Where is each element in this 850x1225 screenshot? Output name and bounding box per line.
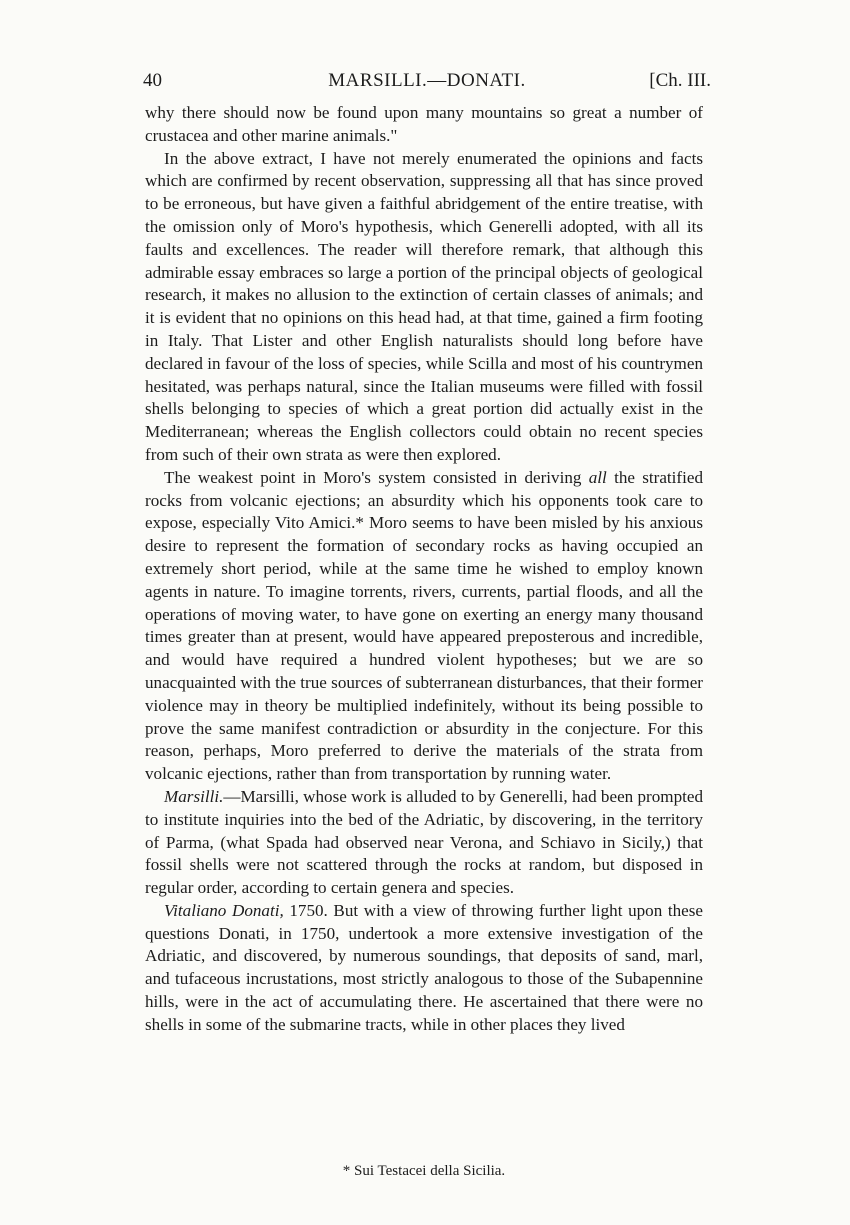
page-number: 40 bbox=[143, 70, 162, 91]
paragraph-marsilli: Marsilli.—Marsilli, whose work is alluded to by Generelli, had been prompted to institute inquiries into the bed of the Adriatic, by discovering, in the territory of Parma, (what Spada had observed near Verona, and Schiavo in Sicily,) that fossil shells were not scattered through the rocks at random, but disposed in regular order, according to certain genera and species. bbox=[145, 786, 703, 898]
paragraph-continuation: why there should now be found upon many mountains so great a number of crustacea and other marine animals." bbox=[145, 103, 703, 145]
body-text bbox=[145, 102, 703, 1037]
paragraph-donati: Vitaliano Donati, 1750. But with a view of throwing further light upon these questions Donati, in 1750, undertook a more extensive investigation of the Adriatic, and discovered, by numerous soundings, that deposits of sand, marl, and tufaceous incrustations, most strictly analogous to those of the Subapennine hills, were in the act of accumulating there. He ascertained that there were no shells in some of the submarine tracts, while in other places they lived bbox=[145, 900, 703, 1034]
running-header bbox=[143, 70, 711, 96]
emphasis-all: all bbox=[588, 467, 607, 487]
running-title: MARSILLI.—DONATI. bbox=[328, 70, 526, 91]
paragraph-extract-summary: In the above extract, I have not merely enumerated the opinions and facts which are confirmed by recent observation, suppressing all that has since proved to be erroneous, but have given a faithful abridgement of the entire treatise, with the omission only of Moro's hypothesis, which Generelli adopted, with all its faults and excellences. The reader will therefore remark, that although this admirable essay embraces so large a portion of the principal objects of geological research, it makes no allusion to the extinction of certain classes of animals; and it is evident that no opinions on this head had, at that time, gained a firm footing in Italy. That Lister and other English naturalists should long before have declared in favour of the loss of species, while Scilla and most of his countrymen hesitated, was perhaps natural, since the Italian museums were filled with fossil shells belonging to species of which a great portion did actually exist in the Mediterranean; whereas the English collectors could obtain no recent species from such of their own strata as were then explored. bbox=[145, 148, 703, 464]
footnote: * Sui Testacei della Sicilia. bbox=[342, 1163, 506, 1179]
section-heading-donati: Vitaliano Donati, bbox=[164, 900, 284, 920]
paragraph-moro-system: The weakest point in Moro's system consisted in deriving all the stratified rocks from volcanic ejections; an absurdity which his opponents took care to expose, especially Vito Amici.* Moro seems to have been misled by his anxious desire to represent the formation of secondary rocks as having occupied an extremely short period, while at the same time he wished to employ known agents in nature. To imagine torrents, rivers, currents, partial floods, and all the operations of moving water, to have gone on exerting an energy many thousand times greater than at present, would have appeared preposterous and incredible, and would have required a hundred violent hypotheses; but we are so unacquainted with the true sources of subterranean disturbances, that their former violence may in theory be multiplied indefinitely, without its being possible to prove the same manifest contradiction or absurdity in the conjecture. For this reason, perhaps, Moro preferred to derive the materials of the strata from volcanic ejections, rather than from transportation by running water. bbox=[145, 467, 703, 784]
section-heading-marsilli: Marsilli. bbox=[164, 786, 224, 806]
chapter-marker: [Ch. III. bbox=[649, 70, 711, 91]
